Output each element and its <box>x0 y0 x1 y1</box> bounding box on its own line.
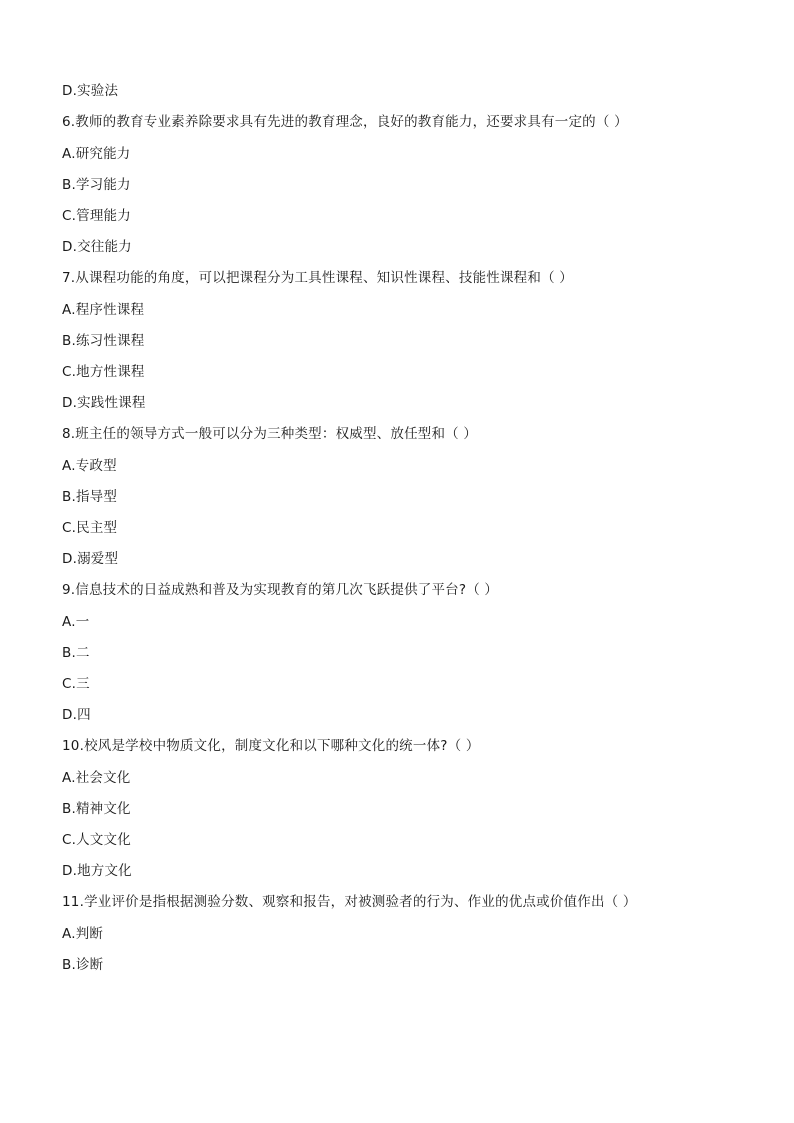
option-b-q8: B.指导型 <box>62 489 118 505</box>
option-c-q9: C.三 <box>62 676 90 692</box>
option-d-q6: D.交往能力 <box>62 239 132 255</box>
option-b-q11: B.诊断 <box>62 957 104 973</box>
option-d-q7: D.实践性课程 <box>62 395 146 411</box>
option-b-q6: B.学习能力 <box>62 177 131 193</box>
option-c-q10: C.人文文化 <box>62 832 131 848</box>
option-a-q8: A.专政型 <box>62 458 117 474</box>
option-c-q7: C.地方性课程 <box>62 364 145 380</box>
question-7: 7.从课程功能的角度，可以把课程分为工具性课程、知识性课程、技能性课程和（ ） <box>62 270 573 286</box>
option-a-q9: A.一 <box>62 614 90 630</box>
option-d-q10: D.地方文化 <box>62 863 132 879</box>
option-d-q5: D.实验法 <box>62 83 119 99</box>
option-a-q11: A.判断 <box>62 926 104 942</box>
question-11: 11.学业评价是指根据测验分数、观察和报告，对被测验者的行为、作业的优点或价值作出（ ） <box>62 894 637 910</box>
question-6: 6.教师的教育专业素养除要求具有先进的教育理念，良好的教育能力，还要求具有一定的（ ） <box>62 114 628 130</box>
option-a-q10: A.社会文化 <box>62 770 131 786</box>
option-d-q9: D.四 <box>62 707 91 723</box>
option-d-q8: D.溺爱型 <box>62 551 119 567</box>
option-b-q7: B.练习性课程 <box>62 333 145 349</box>
option-c-q8: C.民主型 <box>62 520 118 536</box>
option-c-q6: C.管理能力 <box>62 208 131 224</box>
option-a-q7: A.程序性课程 <box>62 302 145 318</box>
option-b-q10: B.精神文化 <box>62 801 131 817</box>
question-9: 9.信息技术的日益成熟和普及为实现教育的第几次飞跃提供了平台?（ ） <box>62 582 499 598</box>
option-a-q6: A.研究能力 <box>62 146 131 162</box>
question-8: 8.班主任的领导方式一般可以分为三种类型：权威型、放任型和（ ） <box>62 426 478 442</box>
option-b-q9: B.二 <box>62 645 90 661</box>
question-10: 10.校风是学校中物质文化，制度文化和以下哪种文化的统一体?（ ） <box>62 738 480 754</box>
